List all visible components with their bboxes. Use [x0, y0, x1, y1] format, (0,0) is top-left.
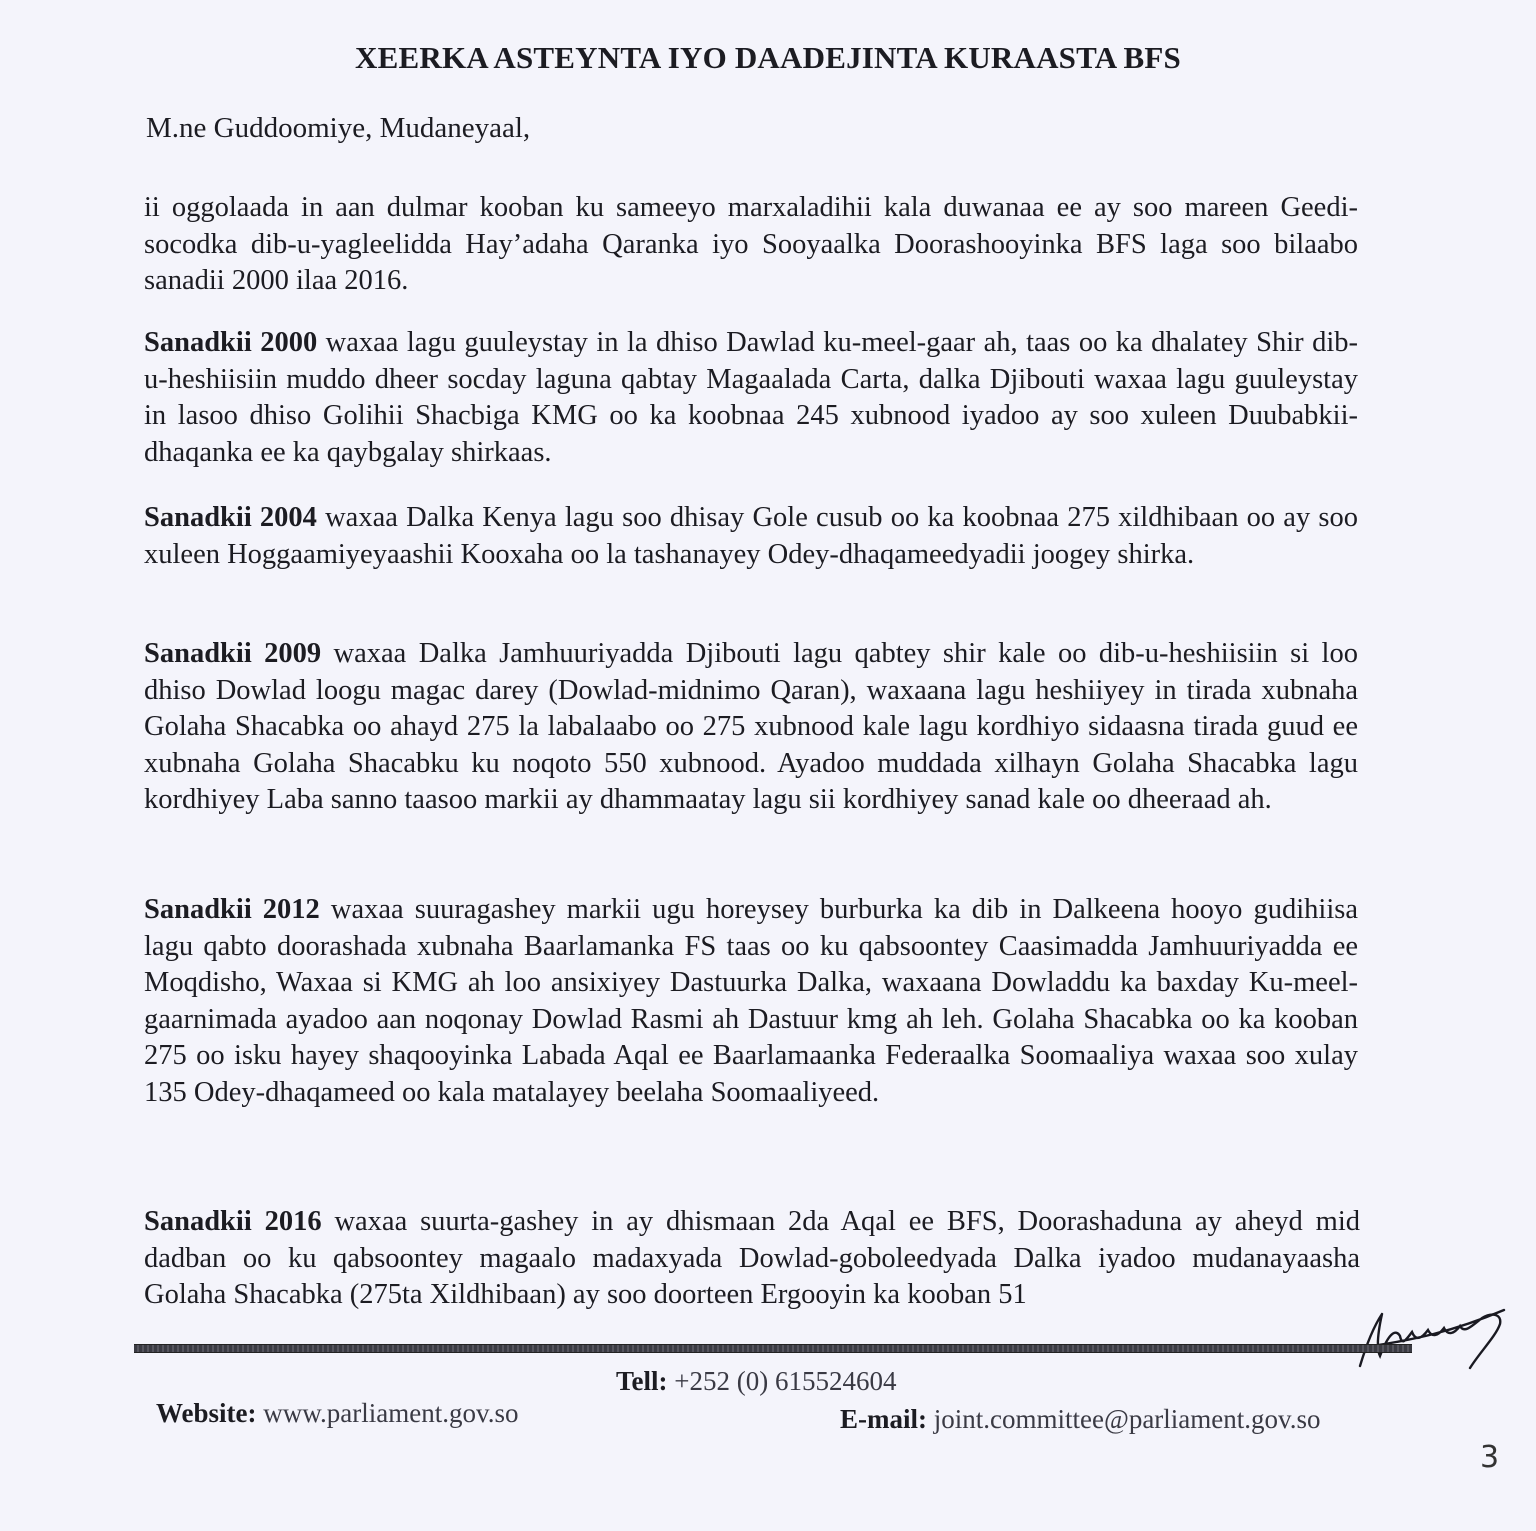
tell-label: Tell: — [616, 1366, 668, 1396]
paragraph-text: waxaa Dalka Jamhuuriyadda Djibouti lagu qabtey shir kale oo dib-u-heshiisiin si loo dhiso Dowlad loogu magac darey (Dowlad-midnimo Qaran), waxaana lagu heshiiyey in tirada xubnaha Golaha Shacabka oo ahayd 275 la labalaabo oo 275 xubnood kale lagu kordhiyo sidaasna tirada guud ee xubnaha Golaha Shacabku ku noqoto 550 xubnood. Ayadoo muddada xilhayn Golaha Shacabka lagu kordhiyey Laba sanno taasoo markii ay dhammaatay lagu sii kordhiyey sanad kale oo dheeraad ah. — [144, 638, 1358, 815]
year-label: Sanadkii 2000 — [144, 327, 318, 358]
tell-value: +252 (0) 615524604 — [674, 1366, 897, 1396]
paragraph-2009 — [144, 636, 1358, 819]
footer-website — [156, 1398, 518, 1429]
paragraph-text: waxaa lagu guuleystay in la dhiso Dawlad ku-meel-gaar ah, taas oo ka dhalatey Shir dib-u-heshiisiin muddo dheer socday laguna qabtay Magaalada Carta, dalka Djibouti waxaa lagu guuleystay in lasoo dhiso Golihii Shacbiga KMG oo ka koobnaa 245 xubnood iyadoo ay soo xuleen Duubabkii-dhaqanka ee ka qaybgalay shirkaas. — [144, 327, 1359, 468]
paragraph-text: waxaa Dalka Kenya lagu soo dhisay Gole cusub oo ka koobnaa 275 xildhibaan oo ay soo xuleen Hoggaamiyeyaashii Kooxaha oo la tashanayey Odey-dhaqameedyadii joogey shirka. — [144, 502, 1358, 570]
year-label: Sanadkii 2009 — [144, 638, 322, 669]
footer-telephone — [616, 1366, 896, 1397]
signature-icon — [1352, 1296, 1512, 1374]
paragraph-text: waxaa suurta-gashey in ay dhismaan 2da Aqal ee BFS, Doorashaduna ay aheyd mid dadban oo ku qabsoontey magaalo madaxyada Dowlad-goboleedyada Dalka iyadoo mudanayaasha Golaha Shacabka (275ta Xildhibaan) ay soo doorteen Ergooyin ka kooban 51 — [144, 1206, 1360, 1310]
paragraph-2016 — [144, 1204, 1360, 1314]
year-label: Sanadkii 2016 — [144, 1206, 322, 1237]
page-number: 3 — [1480, 1440, 1500, 1475]
footer-divider — [134, 1344, 1412, 1353]
paragraph-2012 — [144, 892, 1358, 1111]
intro-paragraph: ii oggolaada in aan dulmar kooban ku sameeyo marxaladihii kala duwanaa ee ay soo mareen Geedi-socodka dib-u-yagleelidda Hay’adaha Qaranka iyo Sooyaalka Doorashooyinka BFS laga soo bilaabo sanadii 2000 ilaa 2016. — [144, 192, 1358, 296]
paragraph-2004 — [144, 500, 1358, 573]
salutation: M.ne Guddoomiye, Mudaneyaal, — [146, 112, 531, 144]
paragraph-2000 — [144, 325, 1358, 471]
website-label: Website: — [156, 1398, 257, 1428]
document-title: XEERKA ASTEYNTA IYO DAADEJINTA KURAASTA BFS — [355, 40, 1181, 75]
year-label: Sanadkii 2004 — [144, 502, 317, 533]
paragraph-text: waxaa suuragashey markii ugu horeysey burburka ka dib in Dalkeena hooyo gudihiisa lagu qabto doorashada xubnaha Baarlamanka FS taas oo ku qabsoontey Caasimadda Jamhuuriyadda ee Moqdisho, Waxaa si KMG ah loo ansixiyey Dastuurka Dalka, waxaana Dowladdu ka baxday Ku-meel-gaarnimada ayadoo aan noqonay Dowlad Rasmi ah Dastuur kmg ah leh. Golaha Shacabka oo ka kooban 275 oo isku hayey shaqooyinka Labada Aqal ee Baarlamaanka Federaalka Soomaaliya waxaa soo xulay 135 Odey-dhaqameed oo kala matalayey beelaha Soomaaliyeed. — [144, 894, 1358, 1108]
email-link[interactable]: joint.committee@parliament.gov.so — [933, 1404, 1321, 1434]
website-link[interactable]: www.parliament.gov.so — [263, 1398, 519, 1428]
footer-email — [840, 1404, 1321, 1435]
year-label: Sanadkii 2012 — [144, 894, 320, 925]
email-label: E-mail: — [840, 1404, 927, 1434]
